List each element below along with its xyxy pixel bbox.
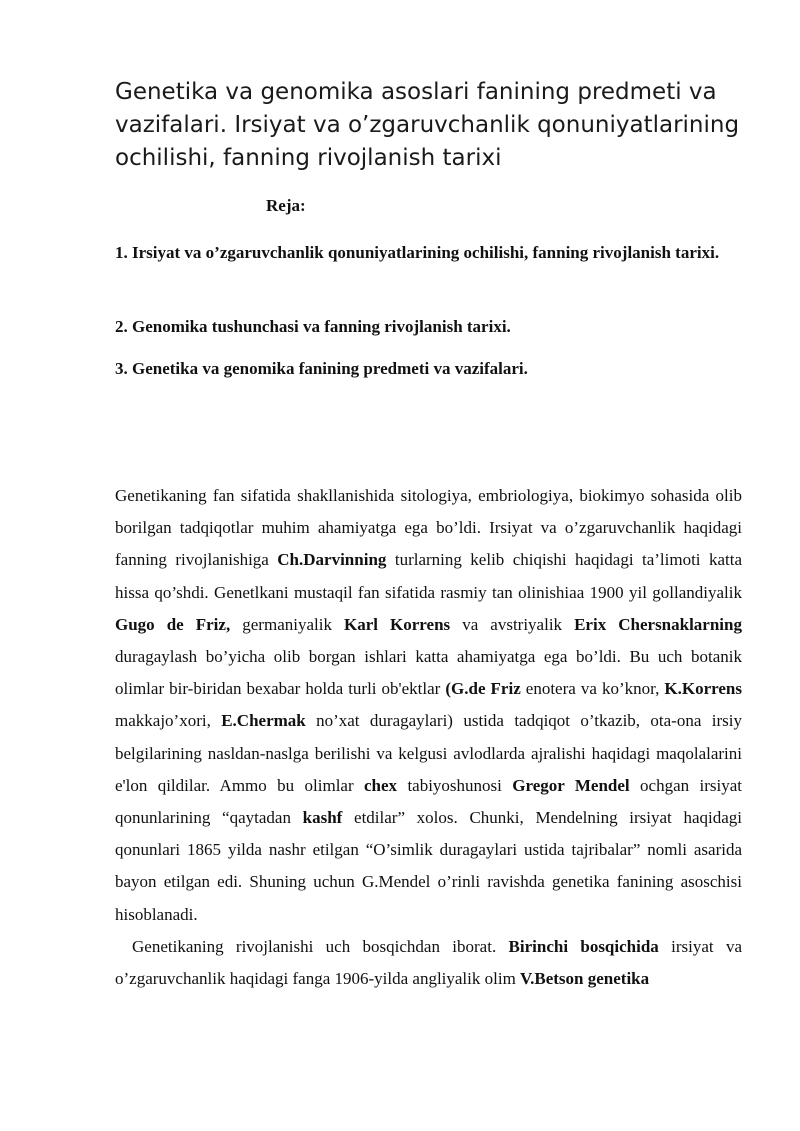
bold-run: Gugo de Friz, [115, 614, 231, 634]
bold-run: kashf [302, 808, 343, 828]
text-run: Genetikaning rivojlanishi uch bosqichdan iborat. [132, 936, 509, 956]
text-run: va avstriyalik [450, 614, 575, 634]
bold-run: Ch.Darvinning [277, 550, 387, 570]
plan-item-3: 3. Genetika va genomika fanining predmeti va vazifalari. [115, 359, 528, 378]
bold-run: K.Korrens [664, 679, 742, 699]
bold-run: Erix Chersnaklarning [574, 614, 742, 634]
text-run: Genetikaning fan sifatida shakllanishida sitologiya, embriologiya, biokimyo sohasida olib borilgan tadqiqotlar muhim ahamiyatga ega bo’ldi. Irsiyat va o’zgaruvchanlik haqidagi fanning rivojlanishiga [115, 486, 742, 570]
bold-run: V.Betson genetika [520, 969, 650, 989]
text-run: enotera va ko’knor, [520, 679, 665, 699]
plan-heading: Reja: [266, 196, 306, 215]
bold-run: Birinchi bosqichida [508, 936, 659, 956]
text-run: irsiyat va o’zgaruvchanlik haqidagi fanga 1906-yilda angliyalik olim [115, 936, 742, 989]
plan-item-1: 1. Irsiyat va o’zgaruvchanlik qonuniyatlarining ochilishi, fanning rivojlanish tarixi. [115, 243, 720, 262]
text-run: germaniyalik [230, 614, 344, 634]
bold-run: Karl Korrens [344, 614, 451, 634]
bold-run: chex [364, 775, 398, 795]
paragraph-2 [115, 931, 742, 995]
text-run: makkajo’xori, [115, 711, 222, 731]
text-run: turlarning kelib chiqishi haqidagi ta’limoti katta hissa qo’shdi. Genetlkani mustaqil fan sifatida rasmiy tan olinishiaa 1900 yil gollandiyalik [115, 550, 742, 602]
text-run: no’xat duragaylari) ustida tadqiqot o’tkazib, ota-ona irsiy belgilarining nasldan-naslga berilishi va kelgusi avlodlarda ajralishi haqidagi maqolalarini e'lon qildilar. Ammo bu olimlar [115, 711, 742, 795]
bold-run: E.Chermak [221, 711, 306, 731]
bold-run: Gregor Mendel [512, 775, 630, 795]
text-run: ochgan irsiyat qonunlarining “qaytadan [115, 775, 742, 828]
page-title: Genetika va genomika asoslari fanining predmeti va vazifalari. Irsiyat va o’zgaruvchanlik qonuniyatlarining ochilishi, fanning rivojlanish tarixi [115, 79, 740, 171]
body-text [115, 480, 742, 995]
bold-run: (G.de Friz [445, 679, 521, 699]
paragraph-1 [115, 480, 742, 931]
plan-item-2: 2. Genomika tushunchasi va fanning rivojlanish tarixi. [115, 317, 511, 336]
text-run: tabiyoshunosi [397, 775, 513, 795]
text-run: duragaylash bo’yicha olib borgan ishlari katta ahamiyatga ega bo’ldi. Bu uch botanik olimlar bir-biridan bexabar holda turli ob'ektlar [115, 647, 742, 699]
text-run: etdilar” xolos. Chunki, Mendelning irsiyat haqidagi qonunlari 1865 yilda nashr etilgan “O’simlik duragaylari ustida tajribalar” nomli asarida bayon etilgan edi. Shuning uchun G.Mendel o’rinli ravishda genetika fanining asoschisi hisoblanadi. [115, 808, 742, 924]
